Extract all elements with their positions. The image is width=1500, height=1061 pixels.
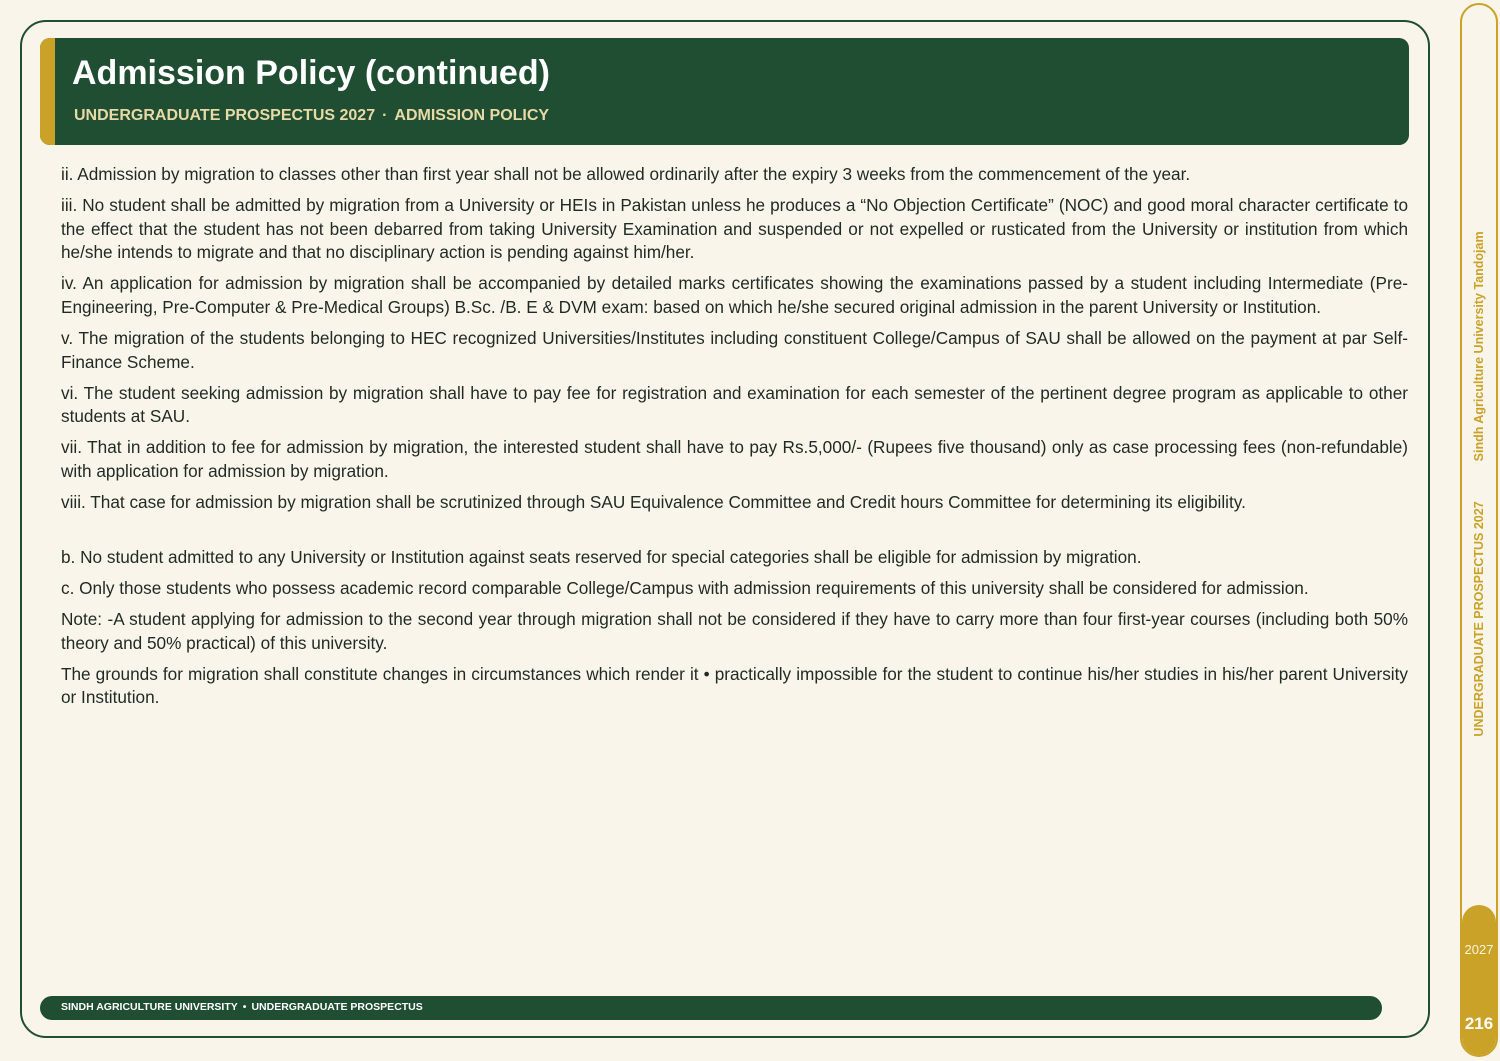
policy-paragraph-vi: vi. The student seeking admission by migration shall have to pay fee for registration and examination for each semester of the pertinent degree program as applicable to other students at SAU.	[61, 382, 1408, 427]
policy-paragraph-ii: ii. Admission by migration to classes other than first year shall not be allowed ordinarily after the expiry 3 weeks from the commencement of the year.	[61, 164, 1191, 184]
page-header	[40, 38, 1409, 145]
policy-paragraph-grounds: The grounds for migration shall constitute changes in circumstances which render it • practically impossible for the student to continue his/her studies in his/her parent University or Institution.	[61, 663, 1408, 708]
policy-content	[61, 163, 1408, 717]
side-year: 2027	[1464, 942, 1494, 957]
policy-note: Note: -A student applying for admission to the second year through migration shall not be considered if they have to carry more than four first-year courses (including both 50% theory and 50% practical) of this university.	[61, 608, 1408, 653]
footer-university: SINDH AGRICULTURE UNIVERSITY	[61, 1001, 238, 1013]
policy-paragraph-b: b. No student admitted to any University or Institution against seats reserved for special categories shall be eligible for admission by migration.	[61, 546, 1142, 567]
header-accent-bar	[40, 38, 55, 145]
policy-paragraph-v: v. The migration of the students belonging to HEC recognized Universities/Institutes including constituent College/Campus of SAU shall be allowed on the payment at par Self-Finance Scheme.	[61, 328, 1408, 372]
side-prospectus-label: UNDERGRADUATE PROSPECTUS 2027	[1472, 501, 1486, 737]
subtitle-prospectus: UNDERGRADUATE PROSPECTUS 2027	[74, 107, 376, 124]
policy-paragraph-vii: vii. That in addition to fee for admission by migration, the interested student shall have to pay Rs.5,000/- (Rupees five thousand) only as case processing fees (non-refundable) with application for admission by migration.	[61, 437, 1408, 482]
policy-paragraph-iii: iii. No student shall be admitted by migration from a University or HEIs in Pakistan unless he produces a “No Objection Certificate” (NOC) and good moral character certificate to the effect that the student has not been debarred from taking University Examination and suspended or not expelled or rusticated from the University or institution from which he/she intends to migrate and that no disciplinary action is pending against him/her.	[61, 195, 1408, 263]
policy-paragraph-c: c. Only those students who possess academic record comparable College/Campus with admission requirements of this university shall be considered for admission.	[61, 577, 1309, 598]
page-number-tab	[1462, 905, 1496, 1057]
subtitle-separator: ·	[382, 107, 388, 124]
footer-prospectus: UNDERGRADUATE PROSPECTUS	[251, 1001, 423, 1013]
policy-paragraph-viii: viii. That case for admission by migration shall be scrutinized through SAU Equivalence Committee and Credit hours Committee for determining its eligibility.	[61, 492, 1246, 513]
subtitle-section: ADMISSION POLICY	[394, 107, 550, 124]
page-number: 216	[1464, 1014, 1494, 1033]
footer-bar	[40, 996, 1382, 1020]
footer-separator: •	[242, 1001, 247, 1013]
side-vertical-text	[1472, 231, 1486, 736]
footer-text	[61, 1001, 423, 1013]
side-university-label: Sindh Agriculture University Tandojam	[1472, 231, 1486, 462]
policy-paragraph-iv: iv. An application for admission by migration shall be accompanied by detailed marks certificates showing the examinations passed by a student including Intermediate (Pre- Engineering, Pre-Computer & Pre-Medical Groups) B.Sc. /B. E & DVM exam: based on which he/she secured original admission in the parent University or Institution.	[61, 273, 1408, 317]
page-title: Admission Policy (continued)	[72, 54, 550, 92]
page-subtitle	[74, 107, 549, 125]
